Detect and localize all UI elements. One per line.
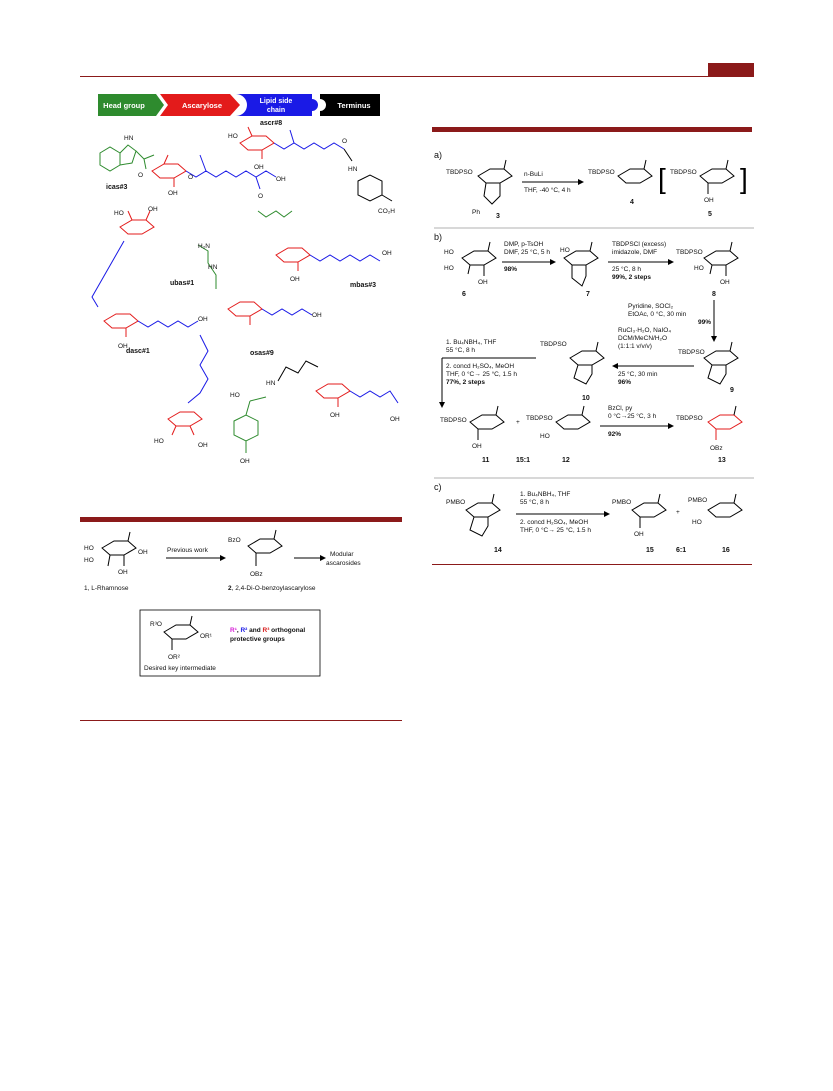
molecule-lower-ascarylose [154,335,208,449]
c-step-line1: 1. Bu₄NBH₄, THF [520,491,571,498]
cmp6-ho2: HO [444,265,454,272]
ratio-15-16: 6:1 [676,547,687,554]
cmp8-tbdpso: TBDPSO [676,249,703,256]
cmp16-ho: HO [692,519,702,526]
osas-hn: HN [266,380,276,387]
legend-lipid-line2: chain [266,107,286,114]
cmp11-tbdpso: TBDPSO [440,417,467,424]
ascr-co2h: CO₂H [378,208,395,215]
compound-8-structure [704,242,738,276]
b-step6-line2: 0 °C→25 °C, 3 h [608,413,657,420]
b-step5-line3: 2. concd H₂SO₄, MeOH [446,363,515,370]
figure-3-top-bar [432,127,752,132]
modular-line1: Modular [330,551,354,558]
label-8: 8 [712,291,716,298]
panel-a-label: a) [434,150,443,160]
label-9: 9 [730,387,734,394]
label-6: 6 [462,291,466,298]
b-step2-line3: 25 °C, 8 h [612,266,641,273]
cmp8-oh: OH [720,279,730,286]
molecule-ubas1 [170,243,322,325]
label-11: 11 [482,457,490,464]
b-step1-line2: DMF, 25 °C, 5 h [504,249,550,256]
b-step3-line1: Pyridine, SOCl₂ [628,303,674,310]
dasc-acid-oh: OH [198,316,208,323]
c-step-line4: THF, 0 °C→ 25 °C, 1.5 h [520,527,591,534]
ascr-hn: HN [348,166,358,173]
cmp13-tbdpso: TBDPSO [676,415,703,422]
rhamnose-oh-1: OH [138,549,148,556]
label-7: 7 [586,291,590,298]
legend-ascarylose-text: Ascarylose [181,101,223,110]
product-obz: OBz [250,571,263,578]
rhamnose-caption: 1, L-Rhamnose [84,585,129,592]
legend-terminus [320,94,380,116]
figure-1-ascaroside-structures [80,85,410,500]
dasc-oh-bottom: OH [118,343,128,350]
a-step1-reagent: n-BuLi [524,171,543,178]
dasc-oh-top: OH [148,206,158,213]
molecule-mbas3 [258,211,392,289]
icas-ether-o: O [188,174,194,181]
ubas-hn: HN [208,264,218,271]
ascr-o: O [342,138,348,145]
compound-16-structure [708,494,742,517]
osas-ho: HO [230,392,240,399]
cmp13-obz: OBz [710,445,723,452]
cmp16-pmbo: PMBO [688,497,708,504]
b-step1-yield: 98% [504,266,518,273]
modular-line2: ascarosides [326,560,361,567]
b-step4-line1: RuCl₃·H₂O, NaIO₄ [618,327,671,334]
icas-acid-oh: OH [276,176,286,183]
molecule-ascr8 [228,120,395,215]
b-step2-line1: TBDPSCl (excess) [612,241,667,248]
cmp8-ho: HO [694,265,704,272]
b-step3-yield: 99% [698,319,712,326]
icas-nh-label: HN [124,135,134,142]
label-14: 14 [494,547,502,554]
b-step4-line4: 25 °C, 30 min [618,371,658,378]
b-step2-yield: 99%, 2 steps [612,274,652,281]
osas-phenol-oh: OH [240,458,250,465]
label-12: 12 [562,457,570,464]
label-16: 16 [722,547,730,554]
legend-ascarylose [160,94,240,116]
figure-2-bottom-rule [80,720,402,721]
key-r3o: R³O [150,621,162,628]
label-dasc1: dasc#1 [126,348,150,355]
compound-5-structure [700,160,734,194]
compound-4-structure [618,160,652,183]
key-caption: Desired key intermediate [144,665,216,672]
b-step5-line2: 55 °C, 8 h [446,347,475,354]
b-step5-line4: THF, 0 °C→ 25 °C, 1.5 h [446,371,517,378]
label-icas3: icas#3 [106,184,128,191]
panel-b-label: b) [434,232,443,242]
label-ubas1: ubas#1 [170,280,195,287]
product-caption: 2, 2,4-Di-O-benzoylascarylose [228,585,316,592]
compound-9-structure [704,342,738,384]
ascr-oh: OH [254,164,264,171]
molecule-osas9 [230,350,400,465]
compound-12-structure [556,406,590,429]
legend-head-group [98,94,164,116]
cmp6-oh: OH [478,279,488,286]
mbas-acid-oh: OH [382,250,392,257]
cmp5-oh: OH [704,197,714,204]
figure-2-top-bar [80,517,402,522]
key-orthogonal-line2: protective groups [230,636,285,643]
key-or2: OR² [168,654,180,661]
label-15: 15 [646,547,654,554]
plus-15-16: + [676,509,680,516]
panel-c-label: c) [434,482,442,492]
label-3: 3 [496,213,500,220]
legend-lipid-chain [236,94,318,116]
cmp12-tbdpso: TBDPSO [526,415,553,422]
label-ascr8: ascr#8 [260,120,283,127]
c-step-line2: 55 °C, 8 h [520,499,549,506]
cmp5-tbdpso: TBDPSO [670,169,697,176]
ascr-ho: HO [228,133,238,140]
compound-14-structure [466,494,500,536]
dasc-ho: HO [114,210,124,217]
mbas-oh: OH [290,276,300,283]
plus-11-12: + [516,419,520,426]
compound-3-structure [478,160,512,204]
label-mbas3: mbas#3 [350,282,377,289]
icas-ring-o: O [138,172,144,179]
legend-lipid-line1: Lipid side [259,98,293,105]
dibenzoyl-ascarylose-structure [248,530,282,566]
b-step4-line3: (1:1:1 v/v/v) [618,343,652,350]
cmp4-tbdpso: TBDPSO [588,169,615,176]
osas-oh: OH [330,412,340,419]
b-step1-line1: DMP, p-TsOH [504,241,544,248]
label-10: 10 [582,395,590,402]
osas-acid-oh: OH [390,416,400,423]
figure-3-synthesis [432,140,754,565]
b-step6-yield: 92% [608,431,622,438]
bracket-right: ] [740,163,748,194]
figure-3-bottom-rule [432,564,752,565]
cmp15-pmbo: PMBO [612,499,632,506]
label-osas9: osas#9 [250,350,274,357]
key-or1: OR¹ [200,633,212,640]
bracket-left: [ [658,163,666,194]
key-orthogonal-line1: R¹, R² and R³ orthogonal [230,627,306,634]
product-bzo: BzO [228,537,241,544]
a-step1-conditions: THF, -40 °C, 4 h [524,187,571,194]
ratio-11-12: 15:1 [516,457,531,464]
label-5: 5 [708,211,712,218]
ubas-h2n: H₂N [198,243,210,250]
compound-13-structure [708,415,742,440]
rhamnose-structure [102,532,136,566]
rhamnose-oh-2: OH [118,569,128,576]
b-step3-line2: EtOAc, 0 °C, 30 min [628,311,687,318]
cmp15-oh: OH [634,531,644,538]
b-step6-line1: BzCl, py [608,405,633,412]
page-header-tab [708,63,754,77]
arrow-previous-work-label: Previous work [167,547,208,554]
label-13: 13 [718,457,726,464]
icas-oh: OH [168,190,178,197]
cmp14-pmbo: PMBO [446,499,466,506]
key-intermediate-structure [164,616,198,650]
cmp9-tbdpso: TBDPSO [678,349,705,356]
cmp11-oh: OH [472,443,482,450]
cmp12-ho: HO [540,433,550,440]
figure-2-strategy [80,528,402,693]
ubas-acid-oh: OH [312,312,322,319]
b-step5-yield: 77%, 2 steps [446,379,486,386]
legend-head-group-text: Head group [103,101,145,110]
lower-oh: OH [198,442,208,449]
cmp3-ph: Ph [472,209,480,216]
cmp10-tbdpso: TBDPSO [540,341,567,348]
compound-10-structure [570,342,604,384]
cmp7-ho: HO [560,247,570,254]
label-4: 4 [630,199,634,206]
b-step4-yield: 96% [618,379,632,386]
rhamnose-ho-1: HO [84,545,94,552]
c-step-line3: 2. concd H₂SO₄, MeOH [520,519,589,526]
lower-ho: HO [154,438,164,445]
cmp6-ho1: HO [444,249,454,256]
compound-6-structure [462,242,496,276]
compound-15-structure [632,494,666,528]
compound-11-structure [470,406,504,440]
b-step4-line2: DCM/MeCN/H₂O [618,335,668,342]
cmp3-tbdpso: TBDPSO [446,169,473,176]
rhamnose-ho-2: HO [84,557,94,564]
legend-terminus-text: Terminus [337,101,371,110]
b-step5-line1: 1. Bu₄NBH₄, THF [446,339,497,346]
page-header-rule [80,76,754,77]
b-step2-line2: imidazole, DMF [612,249,658,256]
icas-acid-o: O [258,193,264,200]
